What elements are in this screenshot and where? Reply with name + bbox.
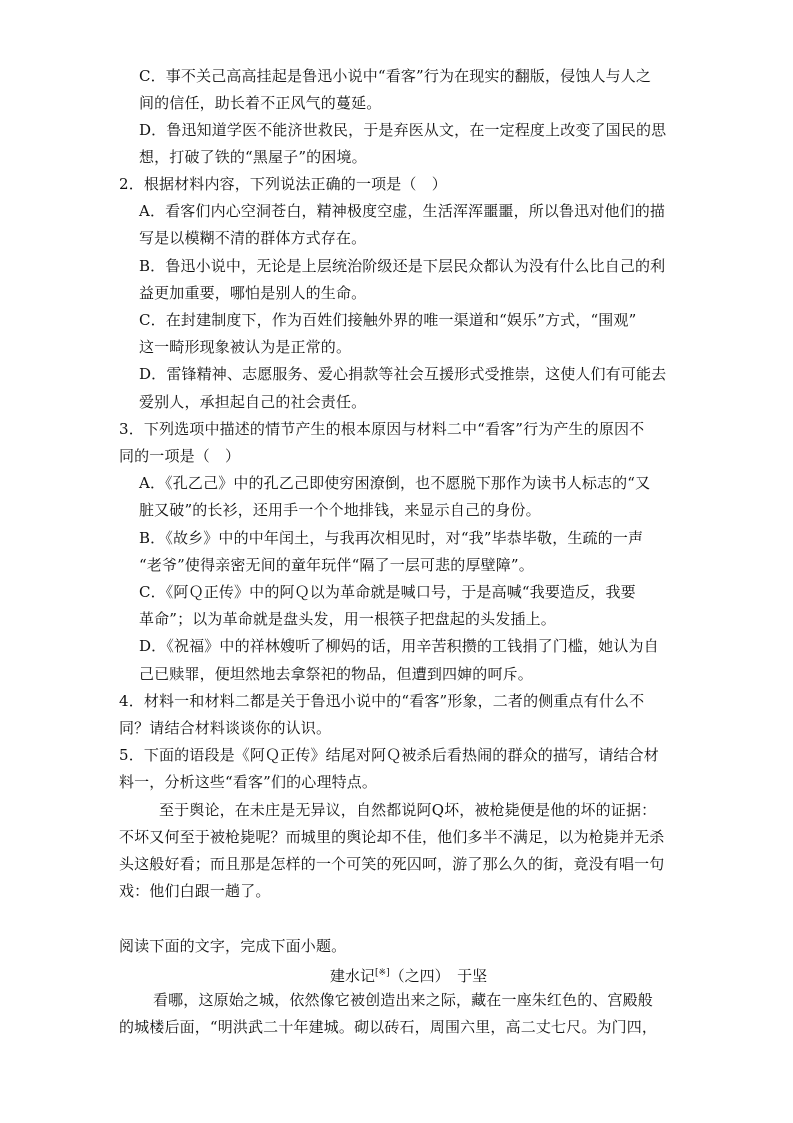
q2-option-c-line1: C．在封建制度下，作为百姓们接触外界的唯一渠道和“娱乐”方式，“围观”	[139, 311, 637, 329]
q3-stem-line2: 同的一项是（ ）	[119, 447, 241, 465]
q3-stem-line1: 3．下列选项中描述的情节产生的根本原因与材料二中“看客”行为产生的原因不	[119, 420, 645, 438]
reading-instruction: 阅读下面的文字，完成下面小题。	[119, 937, 347, 955]
q4-line1: 4．材料一和材料二都是关于鲁迅小说中的“看客”形象，二者的侧重点有什么不	[119, 692, 645, 710]
q5-quote-line3: 头这般好看；而且那是怎样的一个可笑的死囚呵，游了那么久的街，竟没有唱一句	[119, 855, 665, 873]
q2-option-d-line1: D．雷锋精神、志愿服务、爱心捐款等社会互援形式受推崇，这使人们有可能去	[139, 365, 667, 383]
q2-option-d-line2: 爱别人，承担起自己的社会责任。	[139, 393, 367, 411]
q3-option-c-line2: 革命”；以为革命就是盘头发，用一根筷子把盘起的头发插上。	[139, 610, 556, 628]
q3-option-d-line2: 己已赎罪，便坦然地去拿祭祀的物品，但遭到四婶的呵斥。	[139, 665, 533, 683]
q5-line1: 5．下面的语段是《阿Ｑ正传》结尾对阿Ｑ被杀后看热闹的群众的描写，请结合材	[119, 746, 659, 764]
q2-option-c-line2: 这一畸形现象被认为是正常的。	[139, 338, 352, 356]
reading-title-note-mark: [※]	[375, 968, 390, 978]
q2-option-b-line2: 益更加重要，哪怕是别人的生命。	[139, 284, 367, 302]
q3-option-a-line2: 脏又破”的长衫，还用手一个个地排钱，来显示自己的身份。	[139, 501, 541, 519]
reading-title	[330, 963, 487, 986]
q1-option-d-line2: 想，打破了铁的“黑屋子”的困境。	[139, 148, 367, 166]
q1-option-d-line1: D．鲁迅知道学医不能济世救民，于是弃医从文，在一定程度上改变了国民的思	[139, 121, 667, 139]
q3-option-d-line1: D．《祝福》中的祥林嫂听了柳妈的话，用辛苦积攒的工钱捐了门槛，她认为自	[139, 637, 659, 655]
q2-option-a-line2: 写是以模糊不清的群体方式存在。	[139, 229, 367, 247]
q3-option-b-line2: “老爷”使得亲密无间的童年玩伴“隔了一层可悲的厚壁障”。	[139, 556, 534, 574]
reading-body-line2: 的城楼后面，“明洪武二十年建城。砌以砖石，周围六里，高二丈七尺。为门四，	[119, 1018, 658, 1036]
q2-option-b-line1: B．鲁迅小说中，无论是上层统治阶级还是下层民众都认为没有什么比自己的利	[139, 257, 666, 275]
q4-line2: 同？请结合材料谈谈你的认识。	[119, 719, 332, 737]
q5-line2: 料一，分析这些“看客”们的心理特点。	[119, 773, 378, 791]
q3-option-c-line1: C．《阿Ｑ正传》中的阿Ｑ以为革命就是喊口号，于是高喊“我要造反，我要	[139, 583, 636, 601]
reading-title-main: 建水记	[330, 967, 376, 985]
q2-option-a-line1: A．看客们内心空洞苍白，精神极度空虚，生活浑浑噩噩，所以鲁迅对他们的描	[139, 202, 666, 220]
q3-option-a-line1: A．《孔乙己》中的孔乙己即使穷困潦倒，也不愿脱下那作为读书人标志的“又	[139, 474, 651, 492]
reading-title-rest: （之四） 于坚	[389, 967, 488, 985]
q5-quote-line4: 戏：他们白跟一趟了。	[119, 882, 271, 900]
q5-quote-line1: 至于舆论，在未庄是无异议，自然都说阿Q坏，被枪毙便是他的坏的证据：	[159, 801, 657, 819]
q1-option-c-line1: C．事不关己高高挂起是鲁迅小说中“看客”行为在现实的翻版，侵蚀人与人之	[139, 67, 652, 85]
q2-stem: 2．根据材料内容，下列说法正确的一项是（ ）	[119, 175, 447, 193]
q5-quote-line2: 不坏又何至于被枪毙呢？而城里的舆论却不佳，他们多半不满足，以为枪毙并无杀	[119, 828, 665, 846]
reading-body-line1: 看哪，这原始之城，依然像它被创造出来之际，藏在一座朱红色的、宫殿般	[153, 991, 653, 1009]
q3-option-b-line1: B．《故乡》中的中年闰土，与我再次相见时，对“我”毕恭毕敬，生疏的一声	[139, 529, 644, 547]
q1-option-c-line2: 间的信任，助长着不正风气的蔓延。	[139, 94, 382, 112]
